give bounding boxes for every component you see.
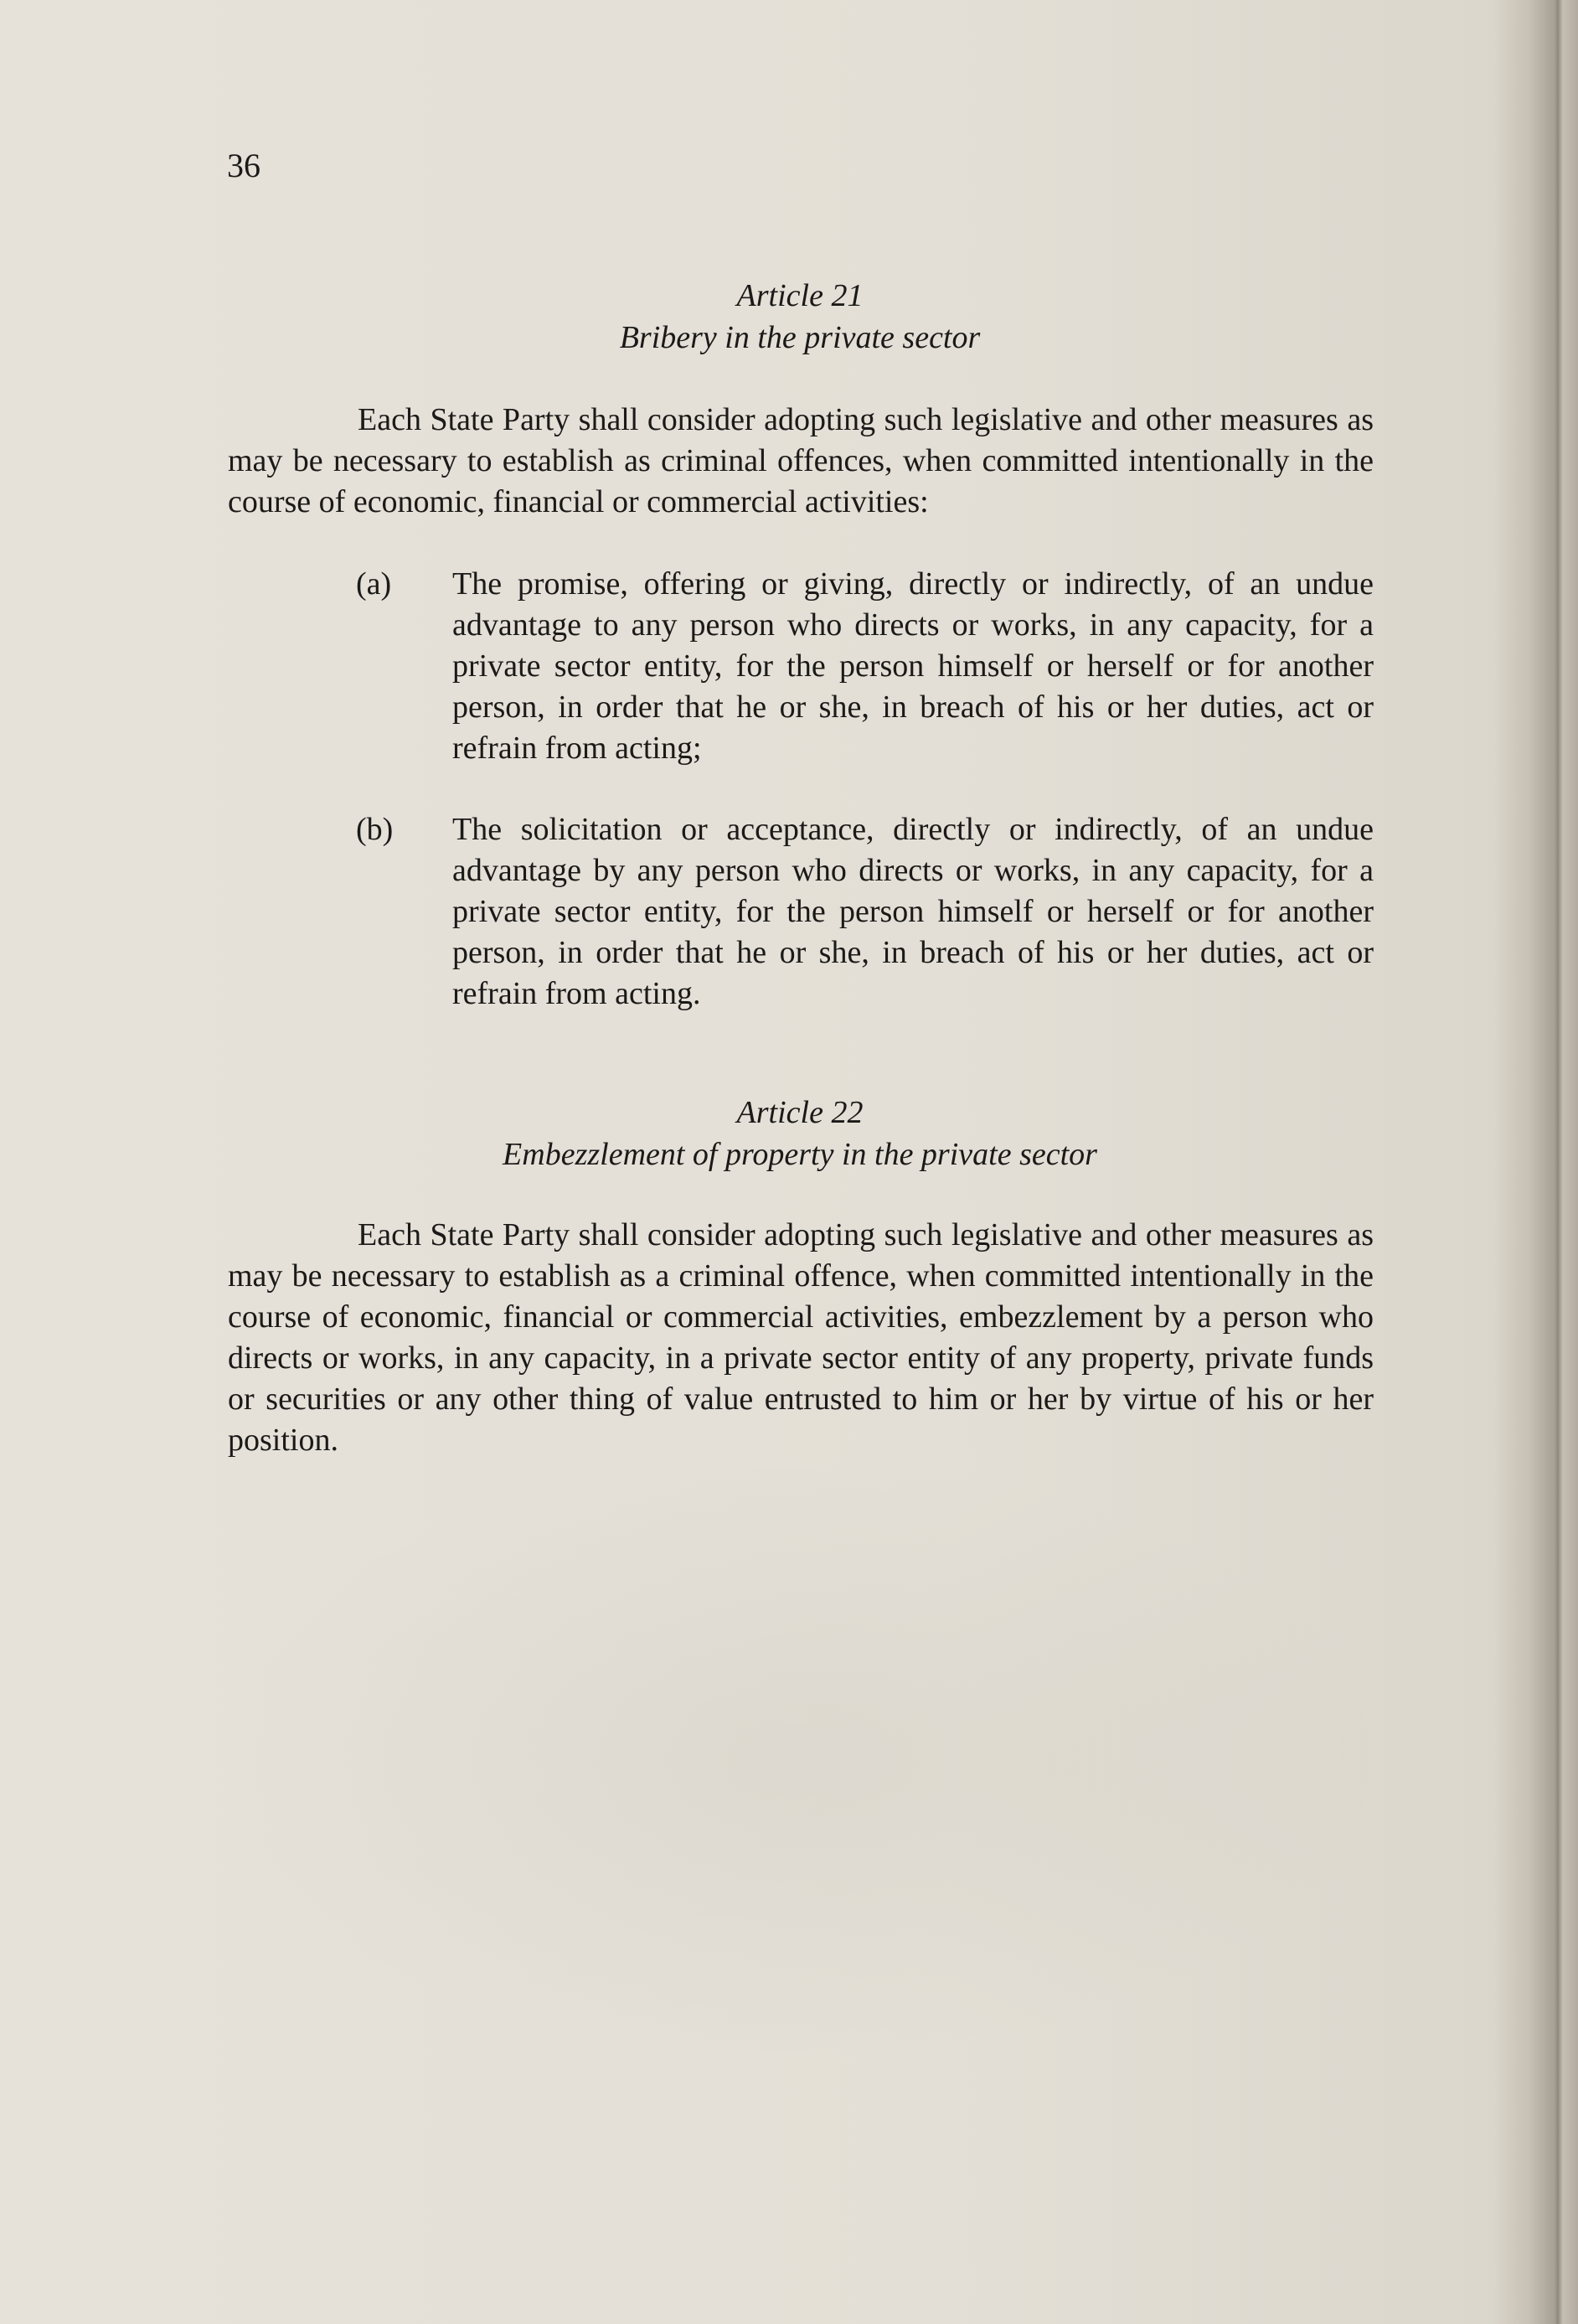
article-22-paragraph: Each State Party shall consider adopting such legislative and other measures as may be necessary to establish as a criminal offence, when committed intentionally in the course of economic, financial or commercial activities, embezzlement by a person who directs or works, in any capacity, in a private sector entity of any property, private funds or securities or any other thing of value entrusted to him or her by virtue of his or her position. <box>228 1217 1374 1458</box>
article-21-heading <box>226 275 1374 359</box>
item-text: The promise, offering or giving, directly or indirectly, of an undue advantage to any person who directs or works, in any capacity, for a private sector entity, for the person himself or herself or for another person, in order that he or she, in breach of his or her duties, act or refrain from acting; <box>452 566 1374 766</box>
article-22-heading <box>226 1092 1374 1175</box>
book-spine-edge <box>1494 0 1578 2324</box>
item-marker: (a) <box>356 566 392 602</box>
item-text: The solicitation or acceptance, directly or indirectly, of an undue advantage by any person who directs or works, in any capacity, for a private sector entity, for the person himself or herself or for another person, in order that he or she, in breach of his or her duties, act or refrain from acting. <box>452 812 1374 1011</box>
article-22-title: Embezzlement of property in the private sector <box>503 1137 1097 1172</box>
article-21-item-a <box>356 564 1374 769</box>
bleed-through-shadow <box>201 1458 1390 2061</box>
page-number: 36 <box>227 147 260 184</box>
article-21-title: Bribery in the private sector <box>619 320 981 355</box>
item-marker: (b) <box>356 812 394 847</box>
article-21-item-b <box>356 809 1374 1015</box>
article-21-intro-paragraph: Each State Party shall consider adopting such legislative and other measures as may be necessary to establish as criminal offences, when committed intentionally in the course of economic, financial or commercial activities: <box>228 402 1374 519</box>
article-21-number: Article 21 <box>736 278 864 313</box>
article-22-number: Article 22 <box>736 1095 864 1130</box>
